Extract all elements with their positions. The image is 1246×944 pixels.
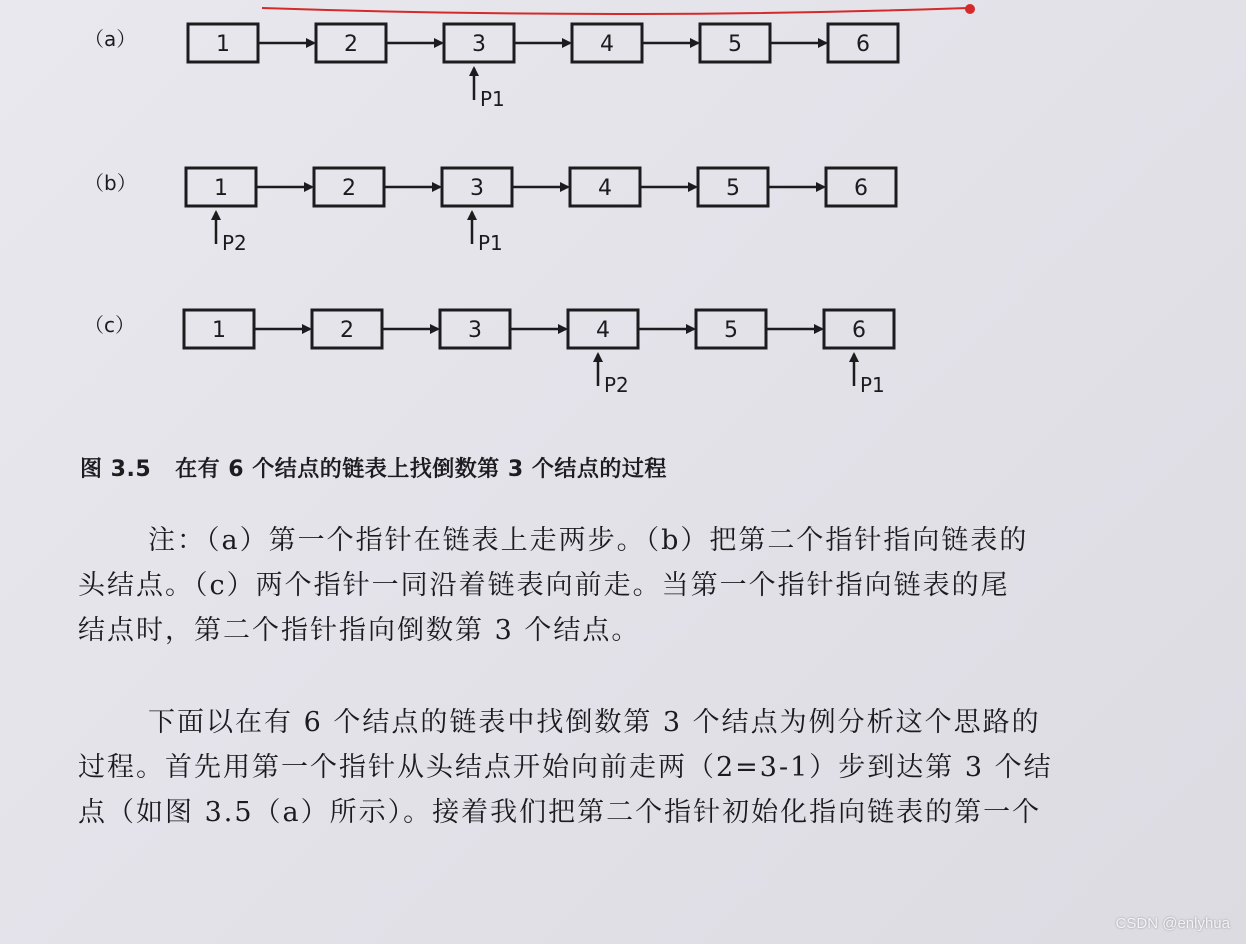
note-line: 头结点。（c）两个指针一同沿着链表向前走。当第一个指针指向链表的尾 [78,570,1010,601]
figure-note [78,518,1228,653]
list-node-value: 1 [212,318,226,343]
note-line: 结点时，第二个指针指向倒数第 3 个结点。 [78,615,641,646]
list-node-value: 6 [852,318,866,343]
figure-number: 图 3.5 [80,457,152,482]
body-paragraph [78,700,1228,835]
body-line: 过程。首先用第一个指针从头结点开始向前走两（2=3-1）步到达第 3 个结 [78,752,1053,783]
row-label: （c） [84,313,135,337]
list-node-value: 3 [468,318,482,343]
list-node-value: 3 [470,176,484,201]
pointer-label: P2 [222,231,247,255]
pointer-label: P2 [604,373,629,397]
diagram-row [84,24,898,111]
list-node-value: 6 [854,176,868,201]
list-node-value: 5 [726,176,740,201]
red-pen-stroke [262,8,968,14]
linked-list-diagram [0,0,1246,440]
row-label: （b） [84,171,137,195]
list-node-value: 1 [214,176,228,201]
figure-caption-text: 在有 6 个结点的链表上找倒数第 3 个结点的过程 [175,457,667,482]
list-node-value: 4 [598,176,612,201]
note-line: 注：（a）第一个指针在链表上走两步。（b）把第二个指针指向链表的 [148,525,1029,556]
pointer-label: P1 [478,231,503,255]
list-node-value: 5 [724,318,738,343]
list-node-value: 6 [856,32,870,57]
list-node-value: 2 [342,176,356,201]
list-node-value: 4 [596,318,610,343]
body-line: 下面以在有 6 个结点的链表中找倒数第 3 个结点为例分析这个思路的 [148,707,1041,738]
list-node-value: 4 [600,32,614,57]
red-pen-dot [965,4,975,14]
watermark: CSDN @enlyhua [1115,915,1230,932]
list-node-value: 1 [216,32,230,57]
list-node-value: 3 [472,32,486,57]
list-node-value: 2 [344,32,358,57]
diagram-row [84,168,896,255]
row-label: （a） [84,27,137,51]
pointer-label: P1 [860,373,885,397]
diagram-row [84,310,894,397]
body-line: 点（如图 3.5（a）所示）。接着我们把第二个指针初始化指向链表的第一个 [78,797,1042,828]
pointer-label: P1 [480,87,505,111]
list-node-value: 2 [340,318,354,343]
list-node-value: 5 [728,32,742,57]
figure-caption [80,452,667,483]
